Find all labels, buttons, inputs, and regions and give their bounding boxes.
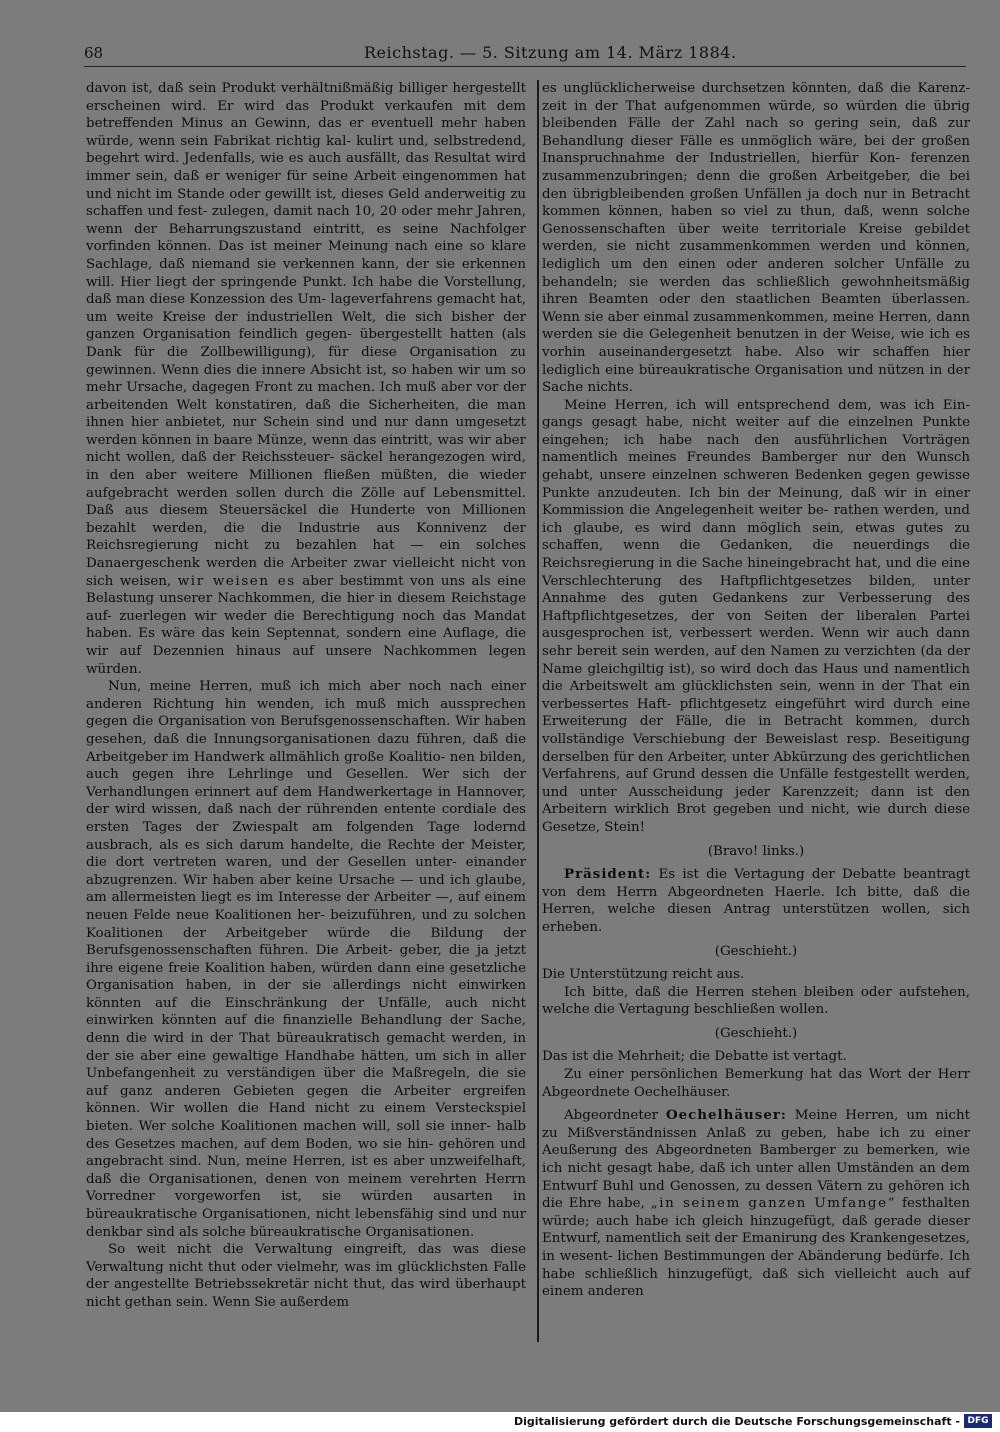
paragraph: Zu einer persönlichen Bemerkung hat das Wort der Herr Abgeordnete Oechelhäuser. [542,1067,970,1100]
paragraph: Ich bitte, daß die Herren stehen bleiben oder aufstehen, welche die Vertagung beschließen wollen. [542,984,970,1018]
paragraph-text: davon ist, daß sein Produkt verhältnißmäßig billiger hergestellt erscheinen wird. Er wird das Produkt verkaufen mit dem betreffenden Minus an Gewinn, das er eventuell mehr haben würde, wenn sein Fabrikat richtig kal- kulirt und, selbstredend, begehrt wird. Jedenfalls, wie es auch ausfällt, das Resultat wird immer sein, daß er weniger für seine Arbeit eingenommen hat und nicht im Stande oder gewillt ist, dieses Geld anderweitig zu schaffen und fest- zulegen, damit nach 10, 20 oder mehr Jahren, wenn der Beharrungszustand eintritt, es seine Nachfolger vorfinden können. Das ist meiner Meinung nach eine so klare Sachlage, daß niemand sie verkennen kann, der sie erkennen will. Hier liegt der springende Punkt. Ich habe die Vorstellung, daß man diese Konzession des Um- lageverfahrens gemacht hat, um weite Kreise der industriellen Welt, die sich bisher der ganzen Organisation feindlich gegen- übergestellt hatten (als Dank für die Zollbewilligung), für diese Organisation zu gewinnen. Wenn dies die innere Absicht ist, so haben wir um so mehr Ursache, dagegen Front zu machen. Ich muß aber vor der arbeitenden Welt konstatiren, daß die Sicherheiten, die man ihnen hier anbietet, nur Schein sind und nur dann umgesetzt werden können in baare Münze, wenn das eintritt, was wir aber nicht wollen, daß der Reichssteuer- säckel herangezogen wird, in den aber weitere Millionen fließen müßten, die wieder aufgebracht werden sollen durch die Zölle auf Lebensmittel. Daß aus diesem Steuersäckel die Hunderte von Millionen bezahlt werden, die die Industrie aus Konnivenz der Reichsregierung nicht zu bezahlen hat — ein solches Danaergeschenk werden die Arbeiter zwar vielleicht nicht von sich weisen, [86,81,526,589]
spaced-emphasis: wir weisen es [177,573,296,589]
footer-bar [0,1412,1000,1432]
paragraph-text: festhalten würde; auch habe ich gleich hinzugefügt, daß gerade dieser Entwurf, namentlich seit der Emanirung des Krankengesetzes, in wesent- lichen Bestimmungen der Abänderung bedürfe. Ich habe schließlich hinzugefügt, daß sich vielleicht auch auf einem anderen [542,1196,970,1300]
paragraph [86,80,526,678]
header-rule [84,66,966,67]
left-column [86,80,526,1312]
paragraph: Nun, meine Herren, muß ich mich aber noch nach einer anderen Richtung hin wenden, ich muß mich aussprechen gegen die Organisation von Berufsgenossenschaften. Wir haben gesehen, daß die Innungsorganisationen dazu führen, daß die Arbeitgeber im Handwerk allmählich große Koalitio- nen bilden, auch gegen ihre Lehrlinge und Gesellen. Wer sich der Verhandlungen erinnert auf dem Handwerkertage in Hannover, der wird wissen, daß nach der rührenden entente cordiale des ersten Tages der Zwiespalt am folgenden Tage lodernd ausbrach, als es sich darum handelte, die Rechte der Meister, die dort vertreten waren, und der Gesellen unter- einander abzugrenzen. Wir haben aber keine Ursache — und ich glaube, am allermeisten liegt es im Interesse der Arbeiter —, auf einem neuen Felde neue Koalitionen her- beizuführen, und zu solchen Koalitionen der Arbeitgeber würde die Bildung der Berufsgenossenschaften führen. Die Arbeit- geber, die ja jetzt ihre eigene freie Koalition haben, würden dann eine gesetzliche Organisation haben, in der sie allerdings nicht einwirken könnten auf die Einschränkung der Unfälle, auch nicht einwirken könnten auf die finanzielle Behandlung der Sache, denn die wird in der That büreaukratisch gemacht werden, in der sie aber eine gewaltige Handhabe hätten, um sich in aller Unbefangenheit zu verständigen über die Maßregeln, die sie auf ganz anderen Gebieten gegen die Arbeiter ergreifen können. Wir wollen die Hand nicht zu einem Versteckspiel bieten. Wer solche Koalitionen machen will, soll sie inner- halb des Gesetzes machen, auf dem Boden, wo sie hin- gehören und angebracht sind. Nun, meine Herren, ist es aber unzweifelhaft, daß die Organisationen, denen von meinem verehrten Herrn Vorredner vorgeworfen ist, sie würden ausarten in büreaukratische Organisationen, nicht lebensfähig sind und nur denkbar sind als solche büreaukratische Organisationen. [86,679,526,1240]
paragraph: es unglücklicherweise durchsetzen könnten, daß die Karenz- zeit in der That aufgenommen würde, so würden die übrig bleibenden Fälle der Zahl nach so gering sein, daß zur Behandlung dieser Fälle es unmöglich wäre, bei der großen Inanspruchnahme der Industriellen, hierfür Kon- ferenzen zusammenzubringen; denn die großen Arbeitgeber, die bei den übrigbleibenden großen Unfällen ja doch nur in Betracht kommen können, haben so viel zu thun, daß, wenn solche Genossenschaften über weite territoriale Kreise gebildet werden, sie nicht zusammenkommen werden und können, lediglich um den einen oder anderen solcher Unfälle zu behandeln; sie werden das schließlich gewohnheitsmäßig ihren Beamten oder den staatlichen Beamten überlassen. Wenn sie aber einmal zusammenkommen, meine Herren, dann werden sie die Gelegenheit benutzen in der Weise, wie ich es vorhin auseinandergesetzt habe. Also wir schaffen hier lediglich eine büreaukratische Organisation und nützen in der Sache nichts. [542,81,970,396]
stage-direction: (Bravo! links.) [707,843,805,859]
page-number: 68 [84,44,104,62]
paragraph: Die Unterstützung reicht aus. [542,967,745,983]
running-head: Reichstag. — 5. Sitzung am 14. März 1884. [364,43,737,62]
stage-direction: (Geschieht.) [714,1025,798,1041]
speaker-label: Oechelhäuser: [665,1107,787,1124]
speaker-label: Präsident: [564,866,652,883]
paragraph: Das ist die Mehrheit; die Debatte ist vertagt. [542,1049,847,1065]
funding-credit: Digitalisierung gefördert durch die Deutsche Forschungsgemeinschaft - [513,1415,960,1428]
paragraph [542,866,970,936]
paragraph: So weit nicht die Verwaltung eingreift, das was diese Verwaltung nicht thut oder vielmehr, was im glücklichsten Falle der angestellte Betriebssekretär nicht thut, das wird überhaupt nicht gethan sein. Wenn Sie außerdem [86,1242,526,1310]
page-header [84,38,966,68]
paragraph-text: aber bestimmt von uns als eine Belastung unserer Nachkommen, die hier in diesem Reichstage auf- zuerlegen wir weder die Berechtigung noch das Mandat haben. Es wäre das kein Septennat, sondern eine Auflage, die wir auf Dezennien hinaus auf unsere Nachkommen legen würden. [86,573,526,677]
stage-direction: (Geschieht.) [714,943,798,959]
speaker-prefix: Abgeordneter [564,1108,659,1124]
dfg-logo: DFG [964,1414,992,1428]
paragraph-text: Es ist die Vertagung der Debatte beantragt von dem Herrn Abgeordneten Haerle. Ich bitte, daß die Herren, welche diesen Antrag unterstützen wollen, sich erheben. [542,867,970,935]
spaced-emphasis: „in seinem ganzen Umfange“ [650,1196,897,1212]
paragraph [542,1107,970,1301]
column-divider [537,80,539,1342]
paragraph: Meine Herren, ich will entsprechend dem, was ich Ein- gangs gesagt habe, nicht weiter auf die einzelnen Punkte eingehen; ich habe nach den ausführlichen Vorträgen namentlich meines Freundes Bamberger nur den Wunsch gehabt, unsere einzelnen schweren Bedenken gegen gewisse Punkte anzudeuten. Ich bin der Meinung, daß wir in einer Kommission die Angelegenheit weiter be- rathen werden, und ich glaube, es wird dann möglich sein, etwas gutes zu schaffen, wenn die Gedanken, die neuerdings die Reichsregierung in die Sache hineingebracht hat, und die eine Verschlechterung des Haftpflichtgesetzes bilden, unter Annahme des guten Gedankens zur Verbesserung des Haftpflichtgesetzes, der von Seiten der liberalen Partei ausgesprochen ist, verbessert werden. Wenn wir auch dann sehr bereit sein werden, auf den Namen zu verzichten (da der Name gleichgiltig ist), so wird doch das Haus und namentlich die Arbeitswelt am glücklichsten sein, wenn in der That ein verbessertes Haft- pflichtgesetz eingeführt wird durch eine Erweiterung der Fälle, die in Betracht kommen, durch vollständige Verschiebung der Beweislast resp. Beseitigung derselben für den Arbeiter, unter Abkürzung des gerichtlichen Verfahrens, auf Grund dessen die Unfälle festgestellt werden, und unter Ausscheidung jeder Karenzzeit; dann ist den Arbeitern wirklich Brot gegeben und nicht, wie durch diese Gesetze, Stein! [542,397,970,835]
right-column [542,80,970,1301]
paragraph-text: Meine Herren, um nicht zu Mißverständnissen Anlaß zu geben, habe ich zu einer Aeußerung des Abgeordneten Bamberger zu bemerken, wie ich nicht gesagt habe, daß ich unter allen Umständen an dem Entwurf Buhl und Genossen, zu dessen Vätern zu gehören ich die Ehre habe, [542,1108,970,1212]
